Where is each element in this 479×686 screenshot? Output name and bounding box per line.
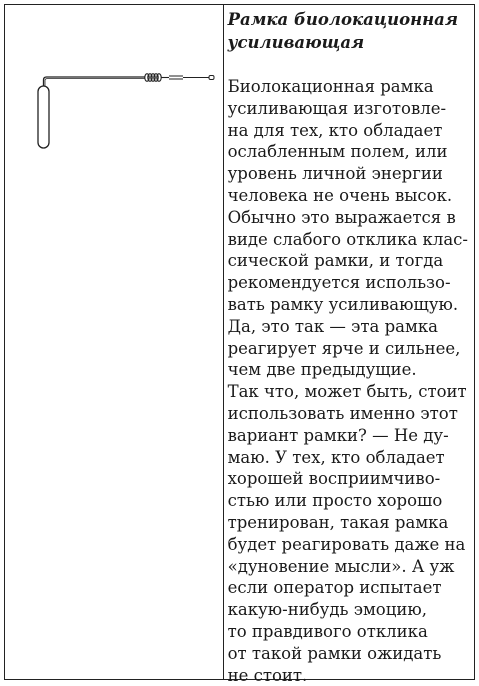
body-line: использовать именно этот <box>227 403 458 423</box>
body-line: «дуновение мысли». А уж <box>227 556 455 576</box>
body-line: не стоит. <box>227 665 308 685</box>
body-line: Биолокационная рамка <box>227 77 434 96</box>
body-line: Да, это так — эта рамка <box>227 316 438 336</box>
title-line: усиливающая <box>227 32 365 52</box>
product-card-table <box>4 4 475 685</box>
body-line: рекомендуется использо- <box>227 273 451 293</box>
body-line: чем две предыдущие. <box>227 360 417 380</box>
body-line: будет реагировать даже на <box>227 534 466 554</box>
body-line: Так что, может быть, стоит <box>227 382 467 402</box>
body-line: виде слабого отклика клас- <box>227 229 468 249</box>
body-line: вать рамку усиливающую. <box>227 294 459 314</box>
card-description <box>228 76 468 686</box>
body-line: на для тех, кто обладает <box>227 120 443 140</box>
body-line: от такой рамки ожидать <box>227 643 442 663</box>
body-line: если оператор испытает <box>227 578 442 598</box>
card-title <box>228 9 468 54</box>
body-line: то правдивого отклика <box>227 621 428 641</box>
body-line: тренирован, такая рамка <box>227 512 449 532</box>
text-cell <box>224 5 474 685</box>
body-line: какую-нибудь эмоцию, <box>227 600 427 620</box>
body-line: ослабленным полем, или <box>227 142 448 162</box>
body-line: вариант рамки? — Не ду- <box>227 425 449 445</box>
body-line: человека не очень высок. <box>227 185 453 205</box>
dowsing-rod-illustration <box>33 67 223 157</box>
title-line: Рамка биолокационная <box>227 10 458 29</box>
body-line: сической рамки, и тогда <box>227 251 444 271</box>
body-line: стью или просто хорошо <box>227 491 443 511</box>
body-line: усиливающая изготовле- <box>227 98 447 118</box>
body-line: реагирует ярче и сильнее, <box>227 338 461 358</box>
image-cell <box>5 5 224 679</box>
body-line: хорошей восприимчиво- <box>227 469 441 489</box>
body-line: Обычно это выражается в <box>227 207 456 227</box>
body-line: маю. У тех, кто обладает <box>227 447 445 467</box>
body-line: уровень личной энергии <box>227 164 443 184</box>
